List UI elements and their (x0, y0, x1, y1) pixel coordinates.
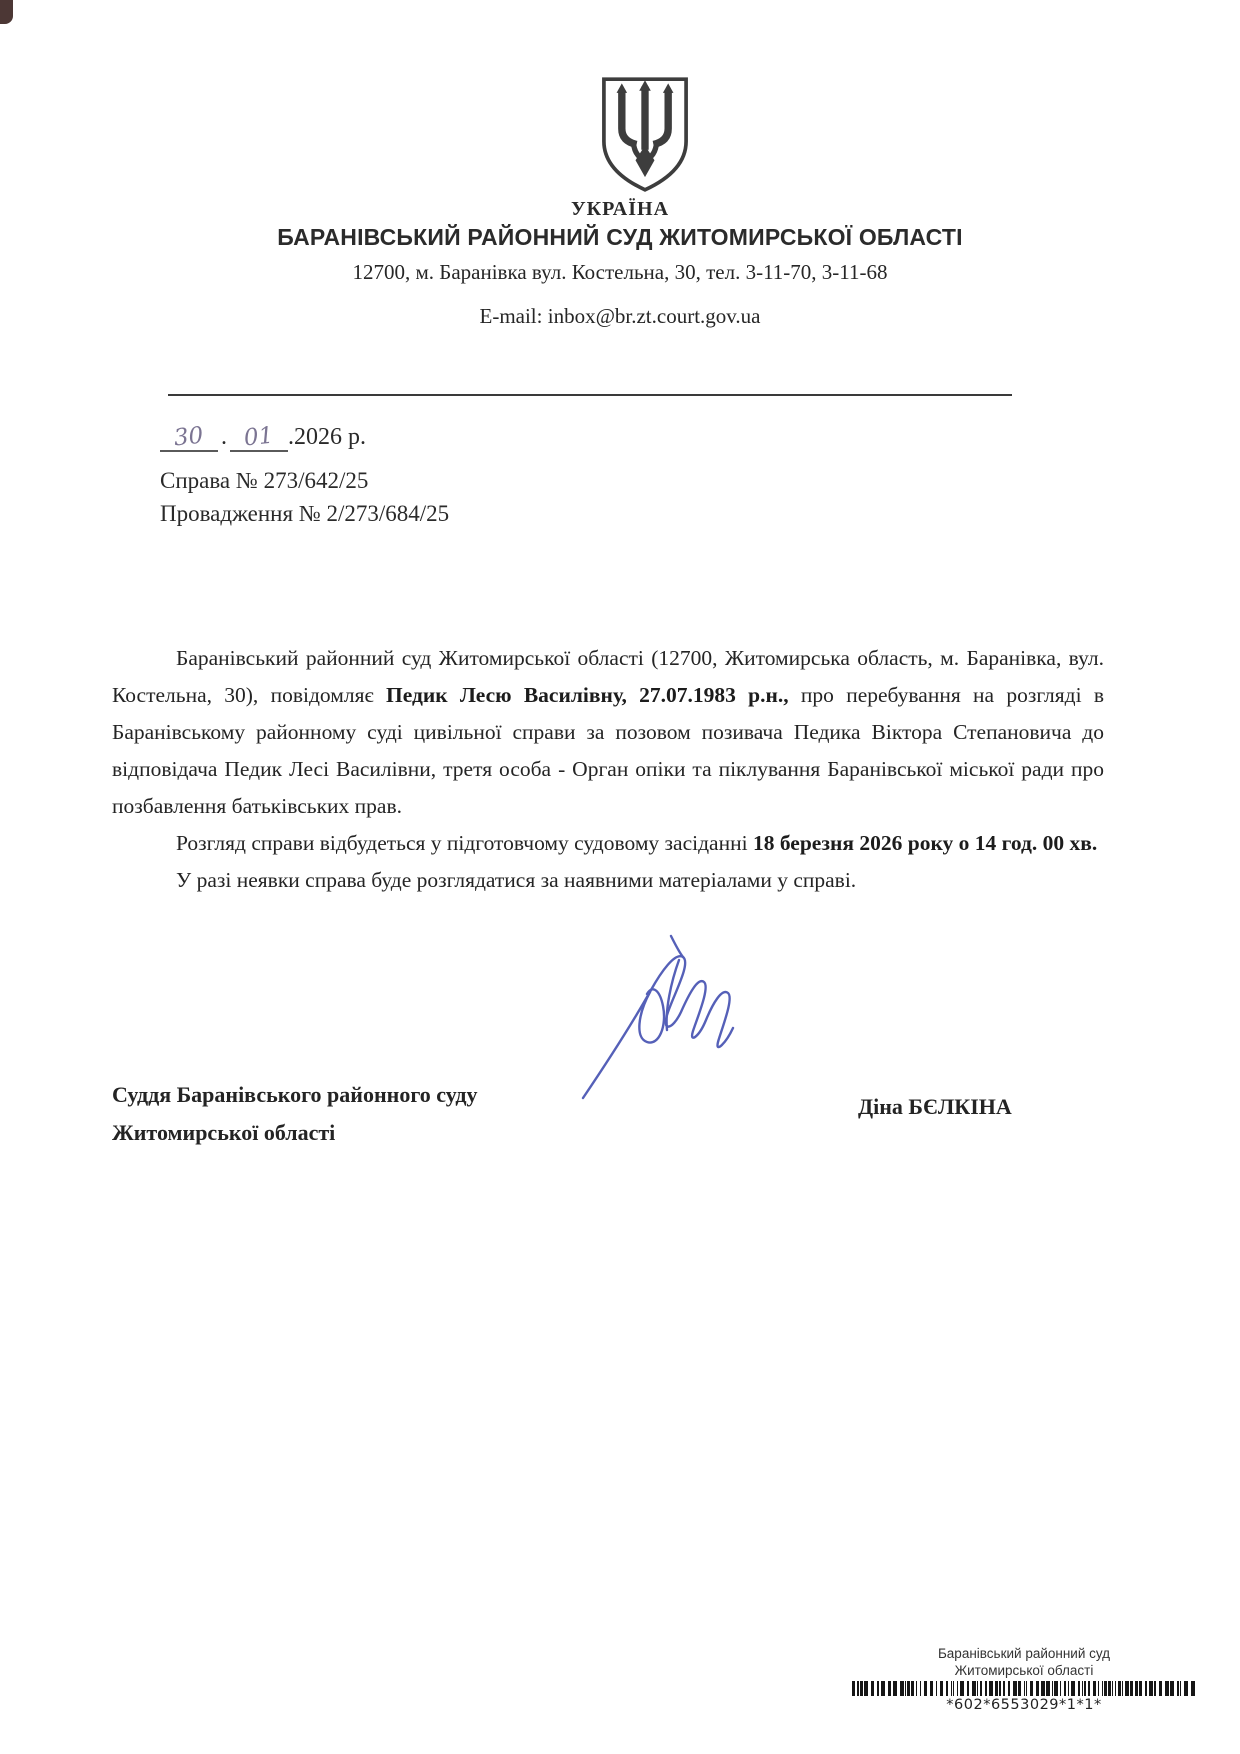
registration-stamp (848, 1645, 1200, 1714)
p1-recipient-bold: Педик Лесю Василівну, 27.07.1983 р.н., (385, 683, 789, 707)
header-divider (168, 394, 1012, 396)
paragraph-notification (112, 640, 1104, 825)
paragraph-absence: У разі неявки справа буде розглядатися за наявними матеріалами у справі. (176, 868, 857, 892)
court-address: 12700, м. Баранівка вул. Костельна, 30, тел. 3-11-70, 3-11-68 (352, 260, 888, 284)
handwritten-month-field (230, 424, 288, 452)
paragraph-hearing (112, 825, 1104, 862)
judge-name: Діна БЄЛКІНА (858, 1094, 1012, 1119)
stamp-court-line1: Баранівський районний суд (937, 1646, 1111, 1661)
judge-title (112, 1076, 477, 1152)
date-separator: . (221, 424, 227, 450)
notice-body (112, 640, 1104, 899)
handwritten-day-field (160, 424, 218, 452)
date-year: .2026 р. (288, 424, 366, 450)
judge-signature-ink (575, 930, 760, 1105)
handwritten-day: 30 (173, 422, 205, 452)
court-name: БАРАНІВСЬКИЙ РАЙОННИЙ СУД ЖИТОМИРСЬКОЇ ОБЛАСТІ (277, 224, 963, 250)
judge-title-line1: Суддя Баранівського районного суду (112, 1082, 478, 1107)
scan-artifact (0, 0, 13, 24)
proceeding-number-line: Провадження № 2/273/684/25 (160, 501, 450, 526)
p2-hearing-date-bold: 18 березня 2026 року о 14 год. 00 хв. (752, 831, 1098, 855)
case-number-line: Справа № 273/642/25 (160, 468, 369, 493)
p1-start-text: Баранівський районний суд Житомирської області (12700, Житомирська область, м. Баранівка, вул. Костельна, 30), повідомляє (112, 646, 1104, 707)
ukraine-trident-emblem (598, 76, 692, 194)
country-title: УКРАЇНА (570, 198, 670, 220)
court-email: E-mail: inbox@br.zt.court.gov.ua (479, 304, 761, 328)
date-line (160, 424, 366, 452)
handwritten-month: 01 (243, 422, 275, 452)
stamp-court-line2: Житомирської області (954, 1663, 1094, 1678)
barcode (848, 1681, 1200, 1696)
p1-end-text: про перебування на розгляді в Баранівському районному суді цивільної справи за позовом позивача Педика Віктора Степановича до відповідача Педик Лесі Василівни, третя особа - Орган опіки та піклування Баранівської міської ради про позбавлення батьківських прав. (112, 683, 1105, 818)
p2-start-text: Розгляд справи відбудеться у підготовчому судовому засіданні (176, 831, 753, 855)
judge-title-line2: Житомирської області (112, 1120, 336, 1145)
barcode-value: *602*6553029*1*1* (946, 1697, 1102, 1713)
